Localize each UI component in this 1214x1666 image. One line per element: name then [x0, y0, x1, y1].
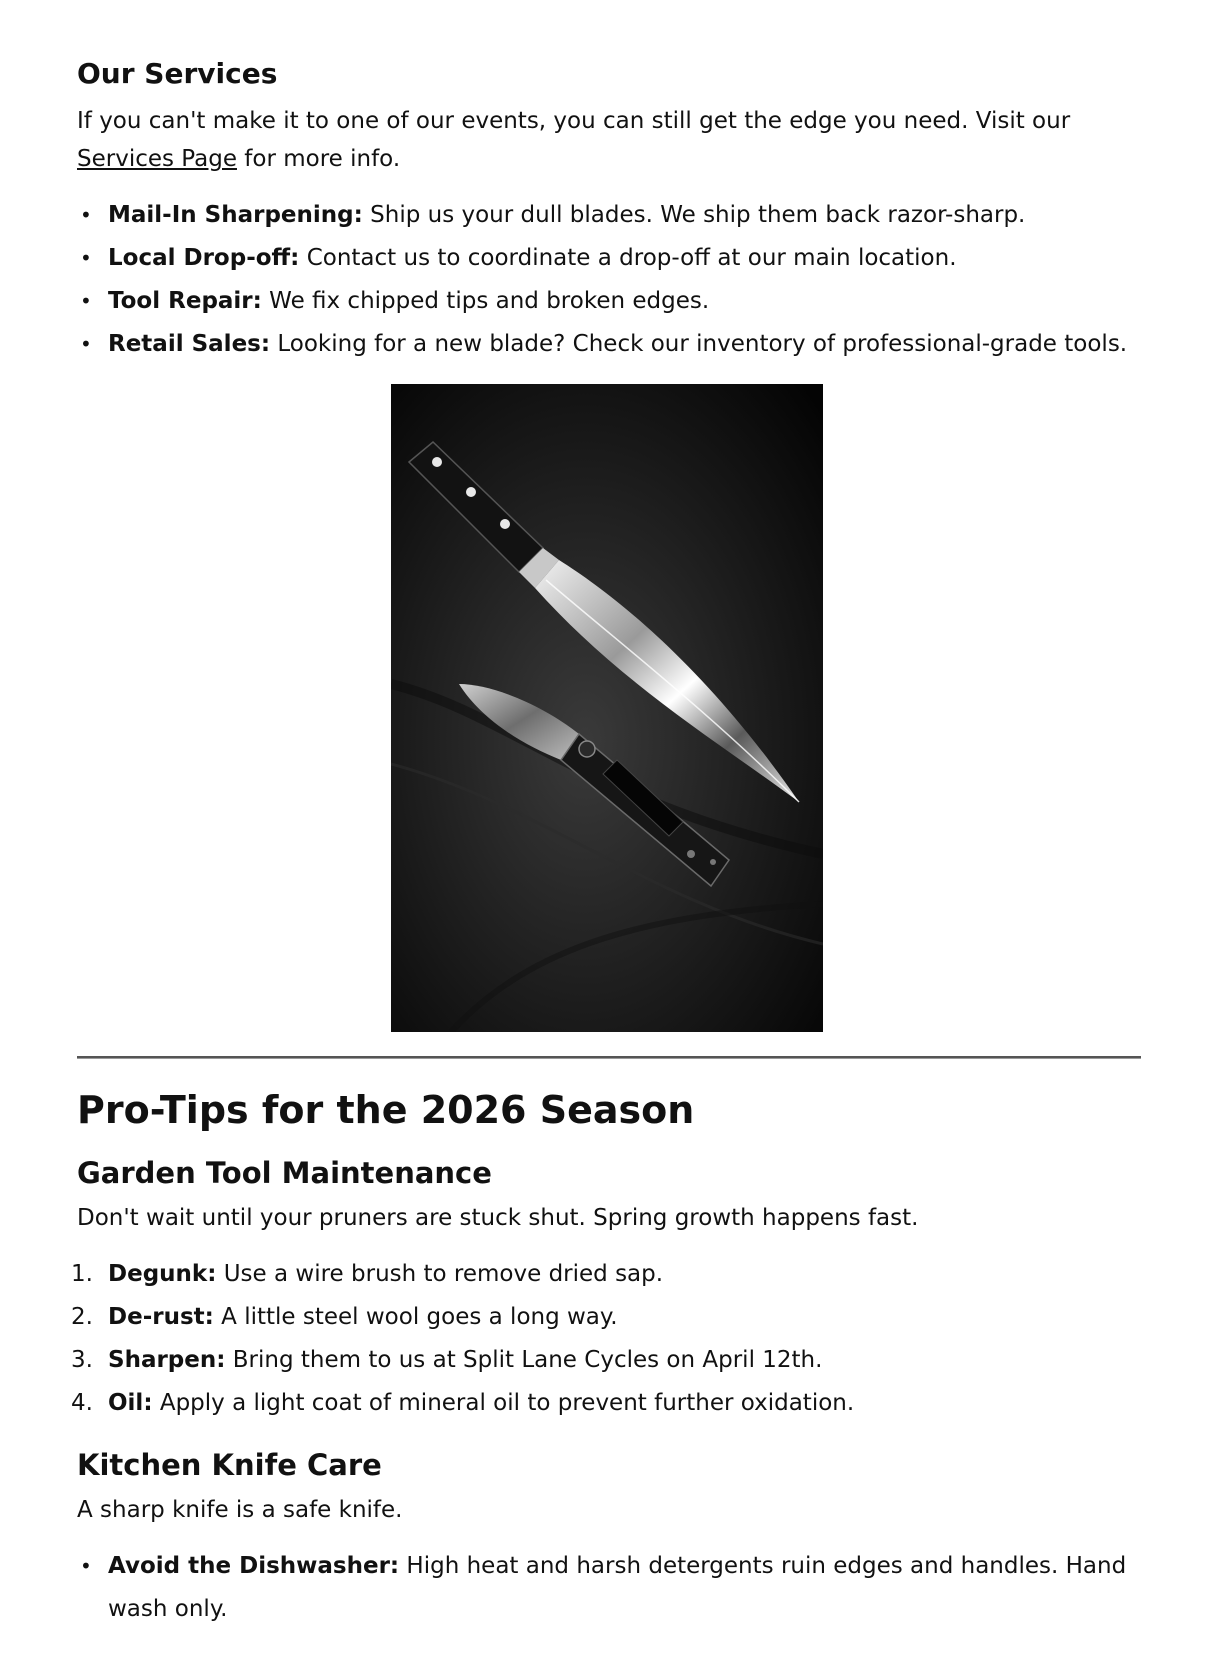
item-text: We fix chipped tips and broken edges. [261, 288, 710, 314]
item-label: Mail-In Sharpening: [108, 202, 363, 228]
item-label: Retail Sales: [108, 331, 271, 357]
step-number: 3. [71, 1347, 93, 1373]
tips-heading: Pro-Tips for the 2026 Season [77, 1088, 695, 1132]
item-text: A little steel wool goes a long way. [213, 1304, 618, 1330]
kitchen-tips-list [77, 1545, 1137, 1631]
list-item [77, 323, 1137, 366]
section-divider [77, 1056, 1141, 1059]
services-intro-tail: for more info. [236, 146, 401, 172]
garden-intro: Don't wait until your pruners are stuck shut. Spring growth happens fast. [77, 1205, 919, 1231]
services-heading: Our Services [77, 57, 278, 90]
item-label: Sharpen: [108, 1347, 226, 1373]
garden-steps-list [71, 1253, 1137, 1425]
list-item [71, 1339, 1137, 1382]
list-item [71, 1253, 1137, 1296]
kitchen-intro: A sharp knife is a safe knife. [77, 1497, 403, 1523]
services-intro [77, 102, 1137, 178]
list-item [77, 194, 1137, 237]
item-label: Local Drop-off: [108, 245, 300, 271]
list-item [77, 280, 1137, 323]
garden-heading: Garden Tool Maintenance [77, 1156, 492, 1190]
item-label: Avoid the Dishwasher: [108, 1553, 400, 1579]
services-page-link[interactable]: Services Page [77, 146, 237, 172]
item-label: Degunk: [108, 1261, 217, 1287]
item-label: Oil: [108, 1390, 153, 1416]
item-label: De-rust: [108, 1304, 214, 1330]
list-item [77, 1545, 1137, 1631]
knives-photo [391, 384, 823, 1032]
item-text: Ship us your dull blades. We ship them back razor-sharp. [362, 202, 1026, 228]
hero-image-wrap [77, 384, 1137, 1032]
item-text: High heat and harsh detergents ruin edges and handles. Hand wash only. [108, 1553, 1127, 1622]
item-text: Bring them to us at Split Lane Cycles on April 12th. [225, 1347, 823, 1373]
services-list [77, 194, 1137, 366]
step-number: 2. [71, 1304, 93, 1330]
item-text: Use a wire brush to remove dried sap. [216, 1261, 664, 1287]
step-number: 4. [71, 1390, 93, 1416]
step-number: 1. [71, 1261, 93, 1287]
services-intro-text: If you can't make it to one of our events, you can still get the edge you need. Visit our [77, 108, 1071, 134]
item-text: Apply a light coat of mineral oil to prevent further oxidation. [152, 1390, 855, 1416]
list-item [71, 1382, 1137, 1425]
kitchen-heading: Kitchen Knife Care [77, 1448, 382, 1482]
list-item [71, 1296, 1137, 1339]
item-text: Contact us to coordinate a drop-off at our main location. [299, 245, 957, 271]
item-label: Tool Repair: [108, 288, 262, 314]
item-text: Looking for a new blade? Check our inventory of professional-grade tools. [270, 331, 1128, 357]
list-item [77, 237, 1137, 280]
